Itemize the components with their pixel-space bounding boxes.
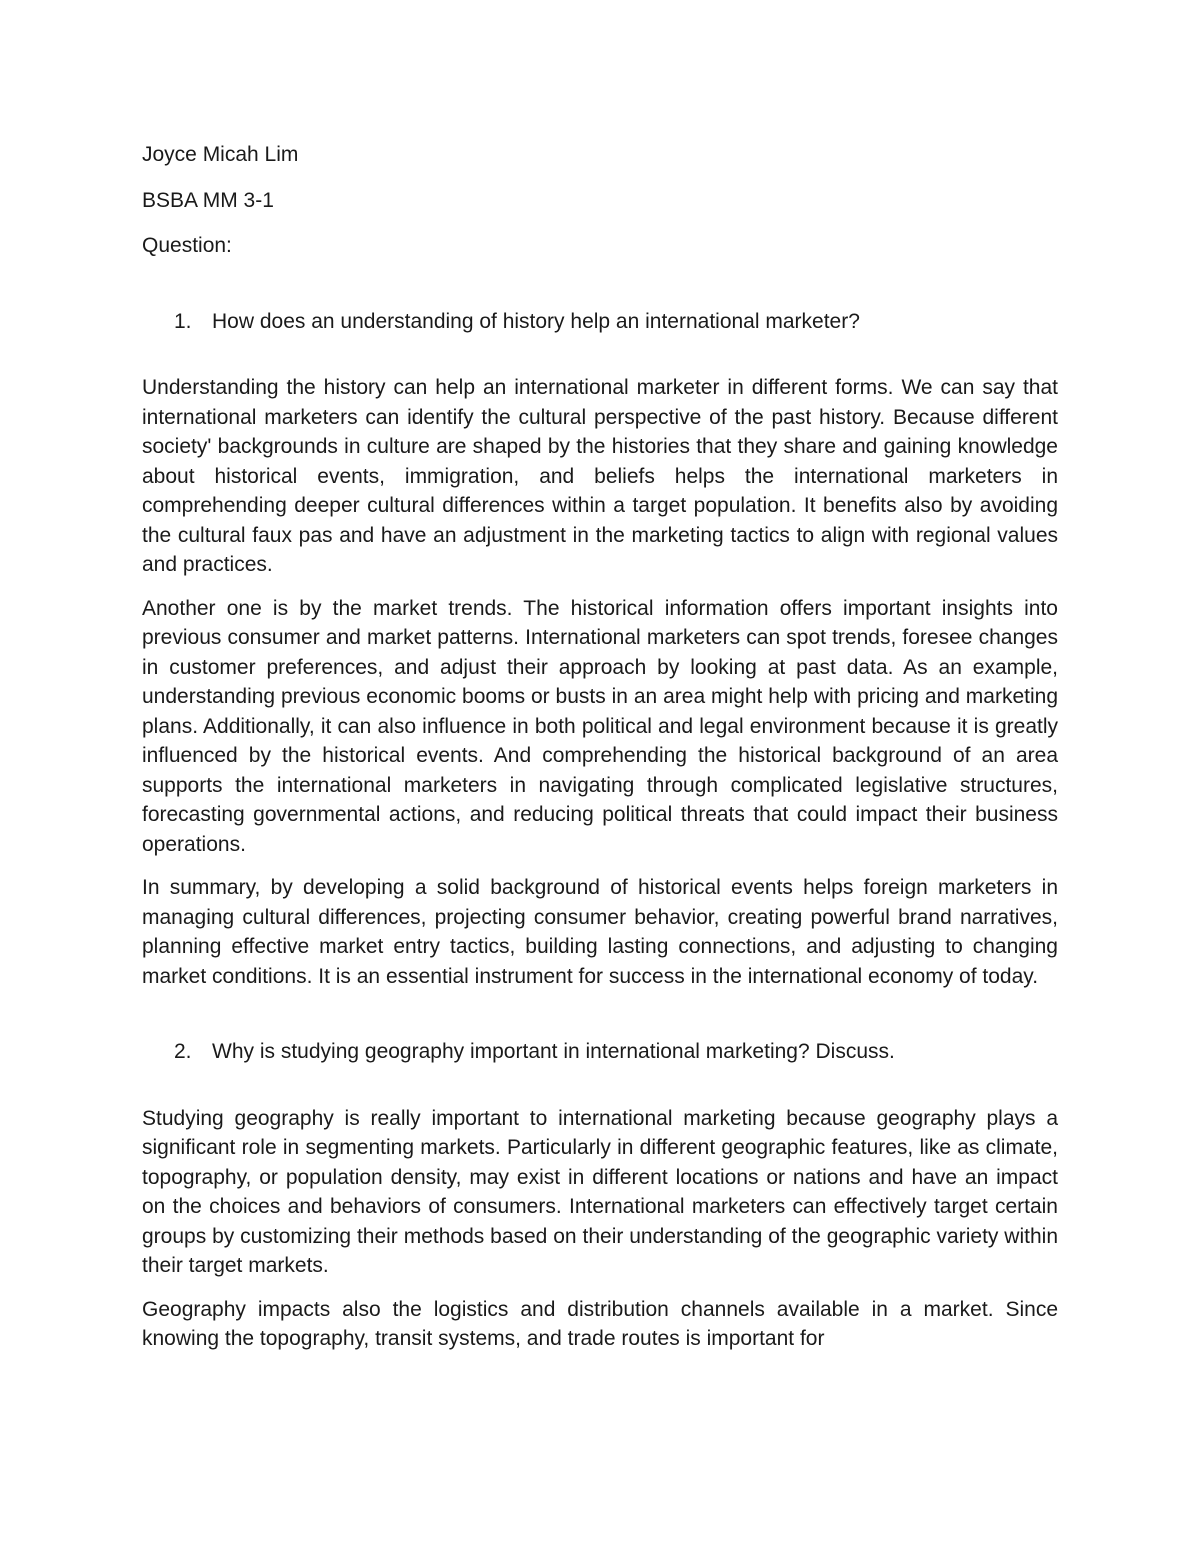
- answer-1-paragraph-3: In summary, by developing a solid background of historical events helps foreign marketers in managing cultural differences, projecting consumer behavior, creating powerful brand narratives, planning effective market entry tactics, building lasting connections, and adjusting to changing market conditions. It is an essential instrument for success in the international economy of today.: [142, 876, 1058, 988]
- question-number: 2.: [174, 1040, 192, 1063]
- question-text: How does an understanding of history help an international marketer?: [212, 309, 860, 333]
- question-number: 1.: [174, 309, 192, 333]
- answer-2-paragraph-1: Studying geography is really important to international marketing because geography plays a significant role in segmenting markets. Particularly in different geographic features, like as climate, topography, or population density, may exist in different locations or nations and have an impact on the choices and behaviors of consumers. International marketers can effectively target certain groups by customizing their methods based on their understanding of the geographic variety within their target markets.: [142, 1106, 1058, 1277]
- question-text: Why is studying geography important in international marketing? Discuss.: [212, 1040, 895, 1063]
- answer-2-paragraph-2: Geography impacts also the logistics and distribution channels available in a market. Since knowing the topography, transit systems, and trade routes is important for: [142, 1297, 1058, 1350]
- question-2: [142, 1037, 1058, 1067]
- course-section: BSBA MM 3-1: [142, 188, 274, 212]
- answer-1-paragraph-2: Another one is by the market trends. The historical information offers important insights into previous consumer and market patterns. International marketers can spot trends, foresee changes in customer preferences, and adjust their approach by looking at past data. As an example, understanding previous economic booms or busts in an area might help with pricing and marketing plans. Additionally, it can also influence in both political and legal environment because it is greatly influenced by the historical events. And comprehending the historical background of an area supports the international marketers in navigating through complicated legislative structures, forecasting governmental actions, and reducing political threats that could impact their business operations.: [142, 596, 1058, 856]
- author-name: Joyce Micah Lim: [142, 143, 299, 166]
- question-1: [142, 307, 1058, 337]
- answer-1-paragraph-1: Understanding the history can help an international marketer in different forms. We can say that international marketers can identify the cultural perspective of the past history. Because different society' backgrounds in culture are shaped by the histories that they share and gaining knowledge about historical events, immigration, and beliefs helps the international marketers in comprehending deeper cultural differences within a target population. It benefits also by avoiding the cultural faux pas and have an adjustment in the marketing tactics to align with regional values and practices.: [142, 376, 1058, 576]
- question-label: Question:: [142, 234, 232, 257]
- document-body: [142, 140, 1058, 1368]
